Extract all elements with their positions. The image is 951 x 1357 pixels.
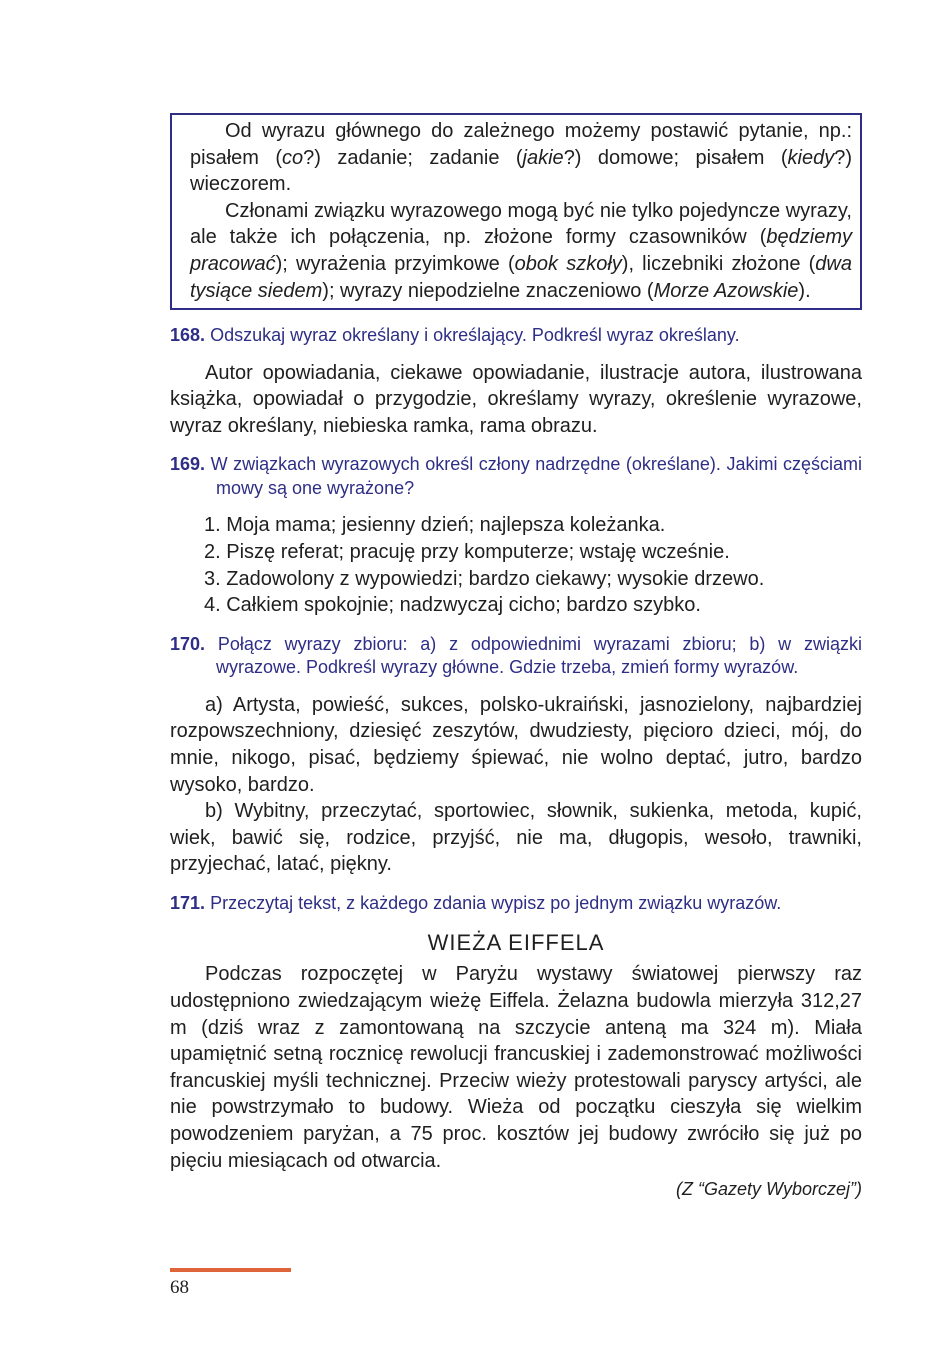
task-168-instruction: 168. Odszukaj wyraz określany i określający. Podkreśl wyraz określany.: [170, 325, 740, 346]
task-170-part-a: a) Artysta, powieść, sukces, polsko-ukraiński, jasnozielony, najbardziej rozpowszechniony, dziesięć zeszytów, dwudziesty, pięcioro dzieci, mój, do mnie, nikogo, pisać, będziemy śpiewać, nie wolno deptać, jutro, bardzo wysoko, bardzo.: [170, 693, 862, 796]
task-168-text: Autor opowiadania, ciekawe opowiadanie, ilustracje autora, ilustrowana książka, opowiadał o przygodzie, określamy wyrazy, określenie wyrazowe, wyraz określany, niebieska ramka, rama obrazu.: [170, 361, 862, 437]
rule-paragraph-2: Członami związku wyrazowego mogą być nie tylko pojedyncze wyrazy, ale także ich połączenia, np. złożone formy czasowników (będziemy pracować); wyrażenia przyimkowe (obok szkoły), liczebniki złożone (dwa tysiące siedem); wyrazy niepodzielne znaczeniowo (Morze Azowskie).: [190, 199, 852, 302]
task-169-instruction: 169. W związkach wyrazowych określ człony nadrzędne (określane). Jakimi częściami mowy są one wyrażone?: [170, 454, 862, 498]
rule-box: [170, 113, 862, 310]
article-source: (Z “Gazety Wyborczej”): [675, 1179, 862, 1200]
list-item: 4. Całkiem spokojnie; nadzwyczaj cicho; bardzo szybko.: [204, 594, 701, 617]
page-content: [170, 113, 862, 1202]
article-text: Podczas rozpoczętej w Paryżu wystawy światowej pierwszy raz udostępniono zwiedzającym wieżę Eiffela. Żelazna budowla mierzyła 312,27 m (dziś wraz z zamontowaną na szczycie anteną ma 324 m). Miała upamiętnić setną rocznicę rewolucji francuskiej i zademonstrować możliwości francuskiej myśli technicznej. Przeciw wieży protestowali paryscy artyści, ale nie powstrzymało to budowy. Wieża od początku cieszyła się wielkim powodzeniem paryżan, a 75 proc. kosztów jej budowy zwróciło się już po pięciu miesiącach od otwarcia.: [170, 963, 862, 1172]
footer-divider: [170, 1268, 291, 1272]
page-number: 68: [170, 1277, 189, 1298]
list-item: 2. Piszę referat; pracuję przy komputerze; wstaję wcześnie.: [204, 541, 730, 564]
task-170-instruction: 170. Połącz wyrazy zbioru: a) z odpowiednimi wyrazami zbioru; b) w związki wyrazowe. Podkreśl wyrazy główne. Gdzie trzeba, zmień formy wyrazów.: [170, 633, 862, 678]
task-169-list: [170, 512, 862, 618]
list-item: 3. Zadowolony z wypowiedzi; bardzo ciekawy; wysokie drzewo.: [204, 567, 765, 590]
list-item: 1. Moja mama; jesienny dzień; najlepsza koleżanka.: [204, 514, 666, 537]
article-heading: WIEŻA EIFFELA: [427, 930, 605, 956]
task-171-instruction: 171. Przeczytaj tekst, z każdego zdania wypisz po jednym związku wyrazów.: [170, 892, 782, 913]
task-170-part-b: b) Wybitny, przeczytać, sportowiec, słownik, sukienka, metoda, kupić, wiek, bawić się, rodzice, przyjść, nie ma, długopis, wesoło, trawniki, przyjechać, latać, piękny.: [170, 800, 862, 876]
rule-paragraph-1: Od wyrazu głównego do zależnego możemy postawić pytanie, np.: pisałem (co?) zadanie; zadanie (jakie?) domowe; pisałem (kiedy?) wieczorem.: [190, 120, 852, 196]
